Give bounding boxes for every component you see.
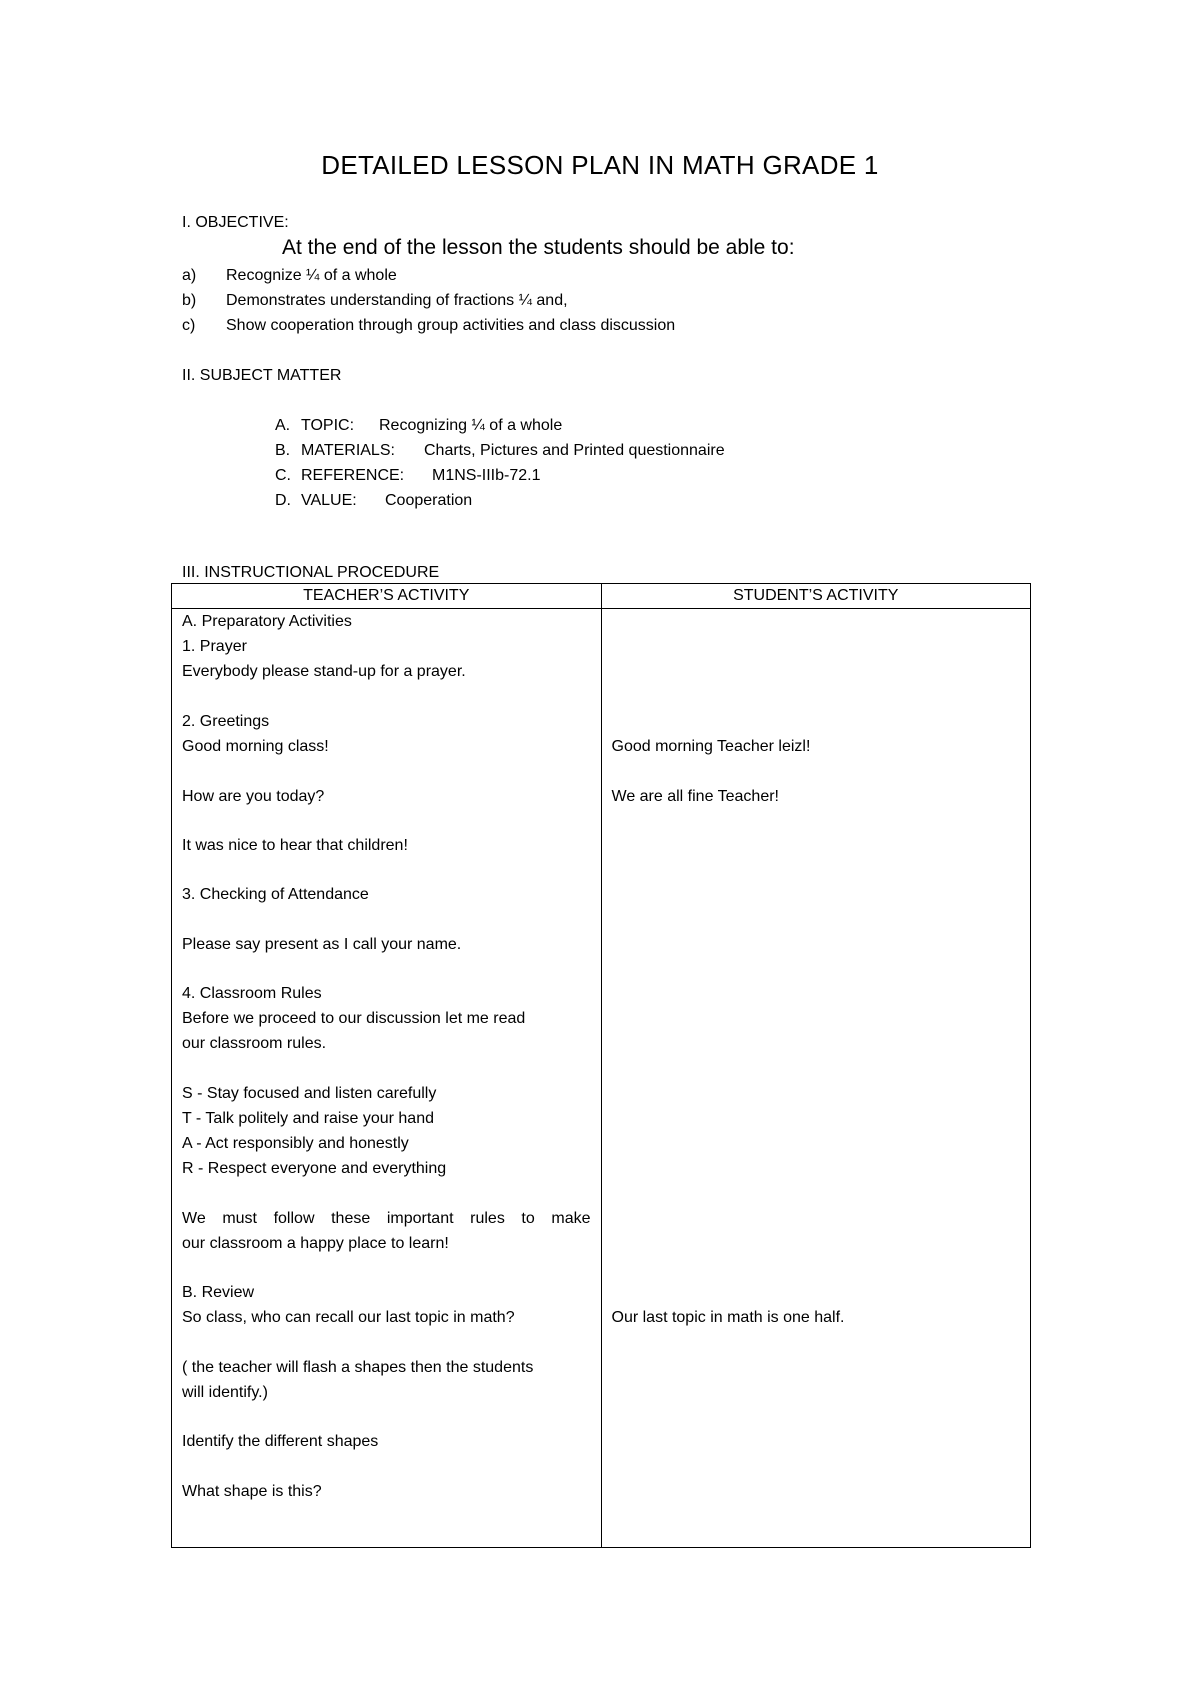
teacher-line: 2. Greetings — [182, 713, 270, 730]
teacher-line: Identify the different shapes — [182, 1433, 379, 1450]
teacher-line: What shape is this? — [182, 1483, 322, 1500]
subject-matter-item — [275, 442, 725, 460]
teacher-line: It was nice to hear that children! — [182, 837, 408, 854]
item-value: Charts, Pictures and Printed questionnaire — [424, 442, 725, 459]
teacher-line: So class, who can recall our last topic in math? — [182, 1309, 515, 1326]
teacher-line: Good morning class! — [182, 738, 329, 755]
item-text: Show cooperation through group activities and class discussion — [226, 317, 676, 334]
subject-matter-item — [275, 492, 472, 510]
teacher-line: R - Respect everyone and everything — [182, 1160, 447, 1177]
item-key: MATERIALS: — [301, 442, 395, 459]
document-title: DETAILED LESSON PLAN IN MATH GRADE 1 — [321, 150, 879, 180]
subject-matter-heading: II. SUBJECT MATTER — [182, 367, 342, 384]
teacher-activity-header: TEACHER’S ACTIVITY — [172, 584, 602, 609]
teacher-line: S - Stay focused and listen carefully — [182, 1085, 437, 1102]
teacher-line: Before we proceed to our discussion let me read — [182, 1010, 526, 1027]
objective-item — [182, 292, 568, 310]
teacher-line: A - Act responsibly and honestly — [182, 1135, 409, 1152]
teacher-line: 1. Prayer — [182, 638, 247, 655]
teacher-line: Please say present as I call your name. — [182, 936, 462, 953]
student-line: We are all fine Teacher! — [611, 788, 779, 805]
student-line: Good morning Teacher leizl! — [611, 738, 811, 755]
item-letter: a) — [182, 267, 197, 284]
teacher-line: our classroom a happy place to learn! — [182, 1235, 449, 1252]
procedure-heading: III. INSTRUCTIONAL PROCEDURE — [182, 564, 440, 581]
objective-intro: At the end of the lesson the students should be able to: — [282, 236, 795, 259]
subject-matter-item — [275, 467, 540, 485]
objective-item — [182, 317, 675, 335]
student-activity-header: STUDENT’S ACTIVITY — [601, 584, 1031, 609]
teacher-line: How are you today? — [182, 788, 325, 805]
teacher-line: 4. Classroom Rules — [182, 985, 322, 1002]
student-activity-cell — [601, 609, 1031, 1548]
item-value: M1NS-IIIb-72.1 — [432, 467, 541, 484]
item-key: REFERENCE: — [301, 467, 405, 484]
teacher-line: We must follow these important rules to make — [182, 1210, 591, 1227]
item-value: Recognizing ¼ of a whole — [379, 417, 563, 434]
item-value: Cooperation — [385, 492, 473, 509]
item-letter: c) — [182, 317, 196, 334]
item-letter: B. — [275, 442, 291, 459]
subject-matter-item — [275, 417, 562, 435]
objective-heading: I. OBJECTIVE: — [182, 214, 289, 231]
teacher-activity-cell — [172, 609, 602, 1548]
item-key: VALUE: — [301, 492, 357, 509]
item-letter: D. — [275, 492, 291, 509]
teacher-line: will identify.) — [182, 1384, 268, 1401]
item-text: Demonstrates understanding of fractions ¼ and, — [226, 292, 568, 309]
teacher-line: our classroom rules. — [182, 1035, 327, 1052]
objective-item — [182, 267, 397, 285]
student-line: Our last topic in math is one half. — [611, 1309, 845, 1326]
teacher-line: B. Review — [182, 1284, 255, 1301]
item-letter: A. — [275, 417, 291, 434]
item-letter: C. — [275, 467, 291, 484]
procedure-table — [171, 583, 1031, 1548]
teacher-line: T - Talk politely and raise your hand — [182, 1110, 434, 1127]
teacher-line: A. Preparatory Activities — [182, 613, 352, 630]
teacher-line: Everybody please stand-up for a prayer. — [182, 663, 466, 680]
item-letter: b) — [182, 292, 197, 309]
item-text: Recognize ¼ of a whole — [226, 267, 397, 284]
teacher-line: ( the teacher will flash a shapes then the students — [182, 1359, 534, 1376]
teacher-line: 3. Checking of Attendance — [182, 886, 369, 903]
item-key: TOPIC: — [301, 417, 355, 434]
